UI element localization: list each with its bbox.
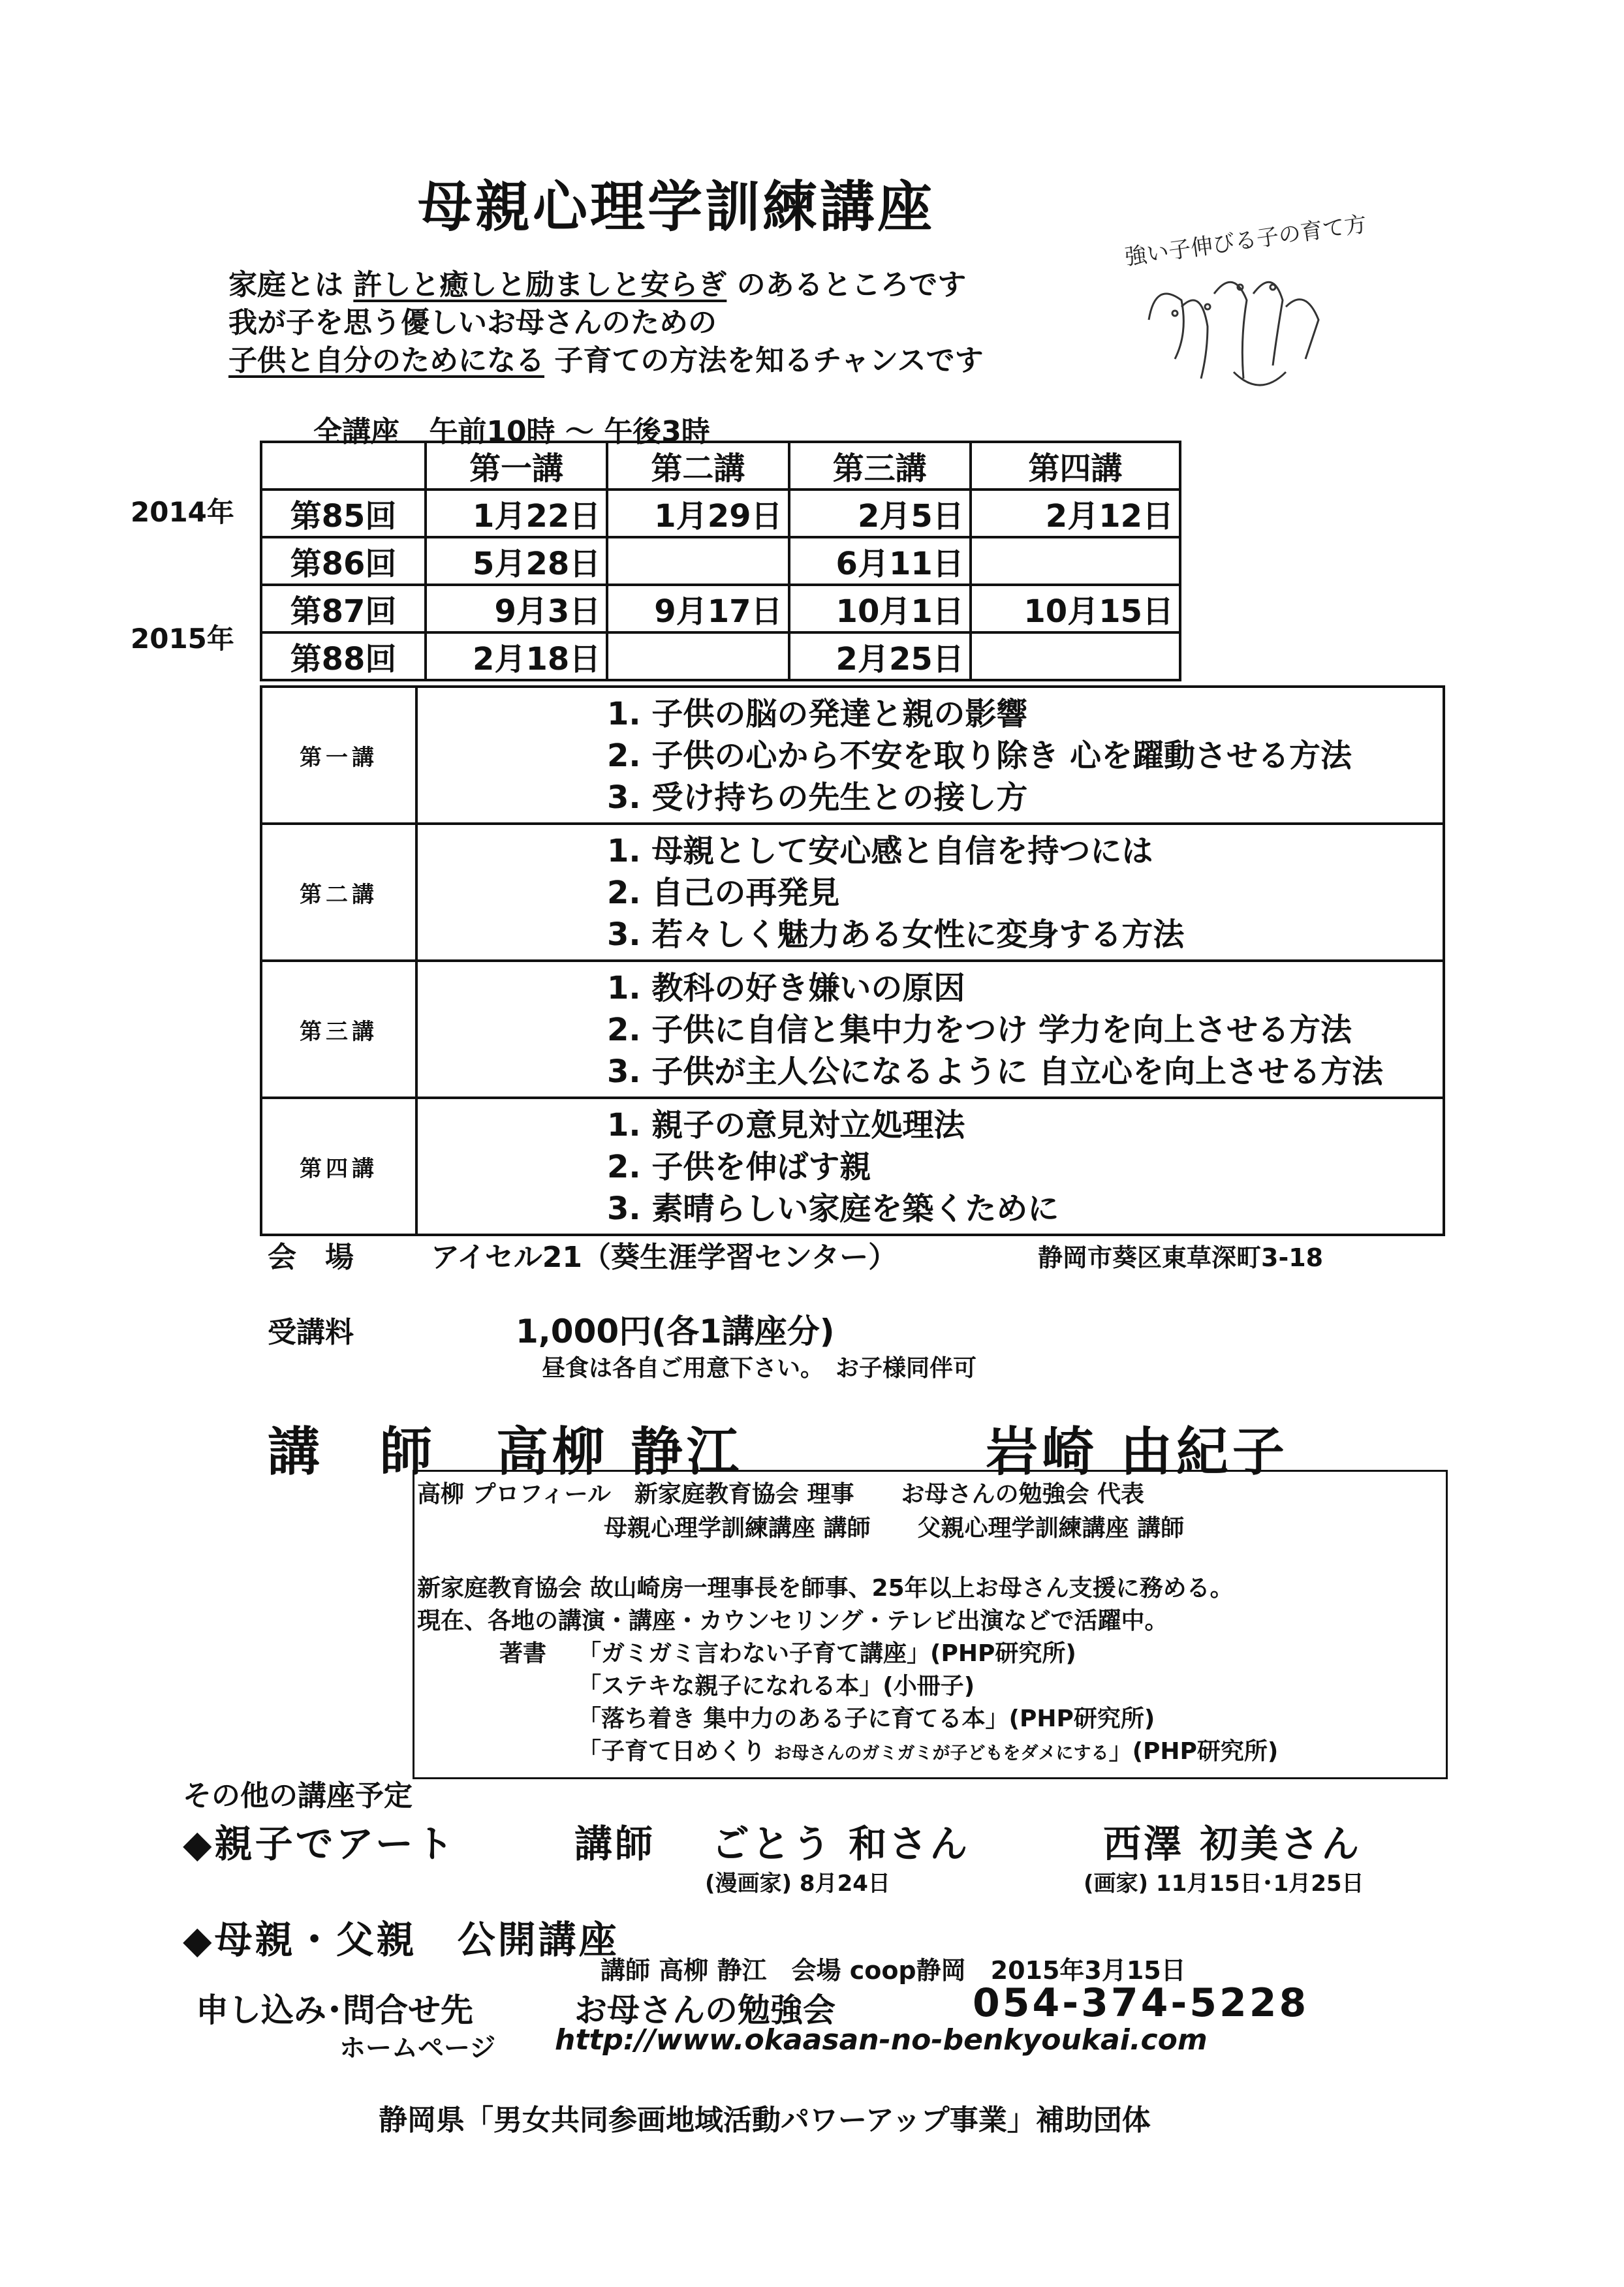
topic-item: 1. 親子の意見対立処理法: [607, 1107, 965, 1144]
book-item: 「落ち着き 集中力のある子に育てる本」(PHP研究所): [578, 1705, 1155, 1732]
profile-line: 高柳 プロフィール 新家庭教育協会 理事 お母さんの勉強会 代表: [417, 1481, 1144, 1508]
intro-highlight: 子供と自分のためになる: [228, 344, 544, 377]
art-course-title: ◆親子でアート: [183, 1822, 456, 1866]
book-item: 「ステキな親子になれる本」(小冊子): [578, 1673, 975, 1700]
profile-line: 新家庭教育協会 故山崎房一理事長を師事、25年以上お母さん支援に務める。: [417, 1575, 1234, 1602]
curriculum-row: [261, 687, 1444, 824]
homepage-link[interactable]: http://www.okaasan-no-benkyoukai.com: [555, 2023, 1208, 2057]
schedule-row: [261, 537, 1180, 585]
footer-note: 静岡県「男女共同参画地域活動パワーアップ事業」補助団体: [379, 2104, 1151, 2137]
header-cell: [261, 442, 426, 490]
date-cell: 10月1日: [789, 585, 971, 632]
date-cell: 6月11日: [789, 537, 971, 585]
topic-item: 2. 子供を伸ばす親: [607, 1149, 871, 1185]
date-cell: 10月15日: [971, 585, 1180, 632]
session-cell: 第86回: [261, 537, 426, 585]
fee-label: 受講料: [268, 1316, 354, 1349]
lecture-label: 第三講: [261, 961, 416, 1098]
lecture-topics: [416, 687, 1444, 824]
book-label: 著書: [499, 1640, 547, 1667]
session-cell: 第87回: [261, 585, 426, 632]
topic-item: 1. 教科の好き嫌いの原因: [607, 970, 965, 1006]
year-label: 2014年: [131, 496, 234, 528]
fingers-drawing: [1149, 282, 1319, 385]
header-cell: 第四講: [971, 442, 1180, 490]
profile-box: [413, 1470, 1448, 1779]
book-item: 「ガミガミ言わない子育て講座」(PHP研究所): [578, 1640, 1076, 1667]
schedule-table: [260, 441, 1181, 681]
venue-address: 静岡市葵区東草深町3-18: [1038, 1243, 1324, 1272]
book-title: 「子育て日めくり: [578, 1738, 766, 1765]
instructors-label: 講 師: [268, 1422, 436, 1482]
session-cell: 第85回: [261, 490, 426, 537]
venue-name: アイセル21（葵生涯学習センター）: [431, 1241, 898, 1274]
hand-drawn-logo: [1110, 209, 1384, 411]
book-item: [578, 1733, 1278, 1766]
fee-amount: 1,000円(各1講座分): [516, 1313, 835, 1350]
session-cell: 第88回: [261, 632, 426, 680]
art-instructor: ごとう 和さん: [711, 1822, 971, 1866]
instructor-name: 岩崎 由紀子: [986, 1422, 1288, 1482]
schedule-time: 午前10時 ～ 午後3時: [429, 415, 710, 448]
schedule-row: [261, 585, 1180, 632]
contact-org: お母さんの勉強会: [574, 1991, 835, 2029]
intro-text: 家庭とは: [228, 268, 343, 302]
date-cell: 2月12日: [971, 490, 1180, 537]
curriculum-row: [261, 824, 1444, 961]
page-title: 母親心理学訓練講座: [418, 175, 935, 239]
homepage-label: ホームページ: [339, 2033, 496, 2063]
year-label: 2015年: [131, 623, 234, 655]
intro-line-1: [228, 261, 966, 303]
other-courses-heading: その他の講座予定: [183, 1779, 413, 1812]
lecture-topics: [416, 961, 1444, 1098]
book-subtitle: お母さんのガミガミが子どもをダメにする: [773, 1743, 1109, 1764]
open-course-title: ◆母親・父親 公開講座: [183, 1918, 619, 1962]
topic-item: 2. 子供に自信と集中力をつけ 学力を向上させる方法: [607, 1012, 1352, 1048]
date-cell: 2月25日: [789, 632, 971, 680]
intro-text: 子育ての方法を知るチャンスです: [554, 344, 984, 377]
topic-item: 3. 受け持ちの先生との接し方: [607, 779, 1028, 816]
date-cell: [971, 632, 1180, 680]
art-date: (漫画家) 8月24日: [705, 1871, 890, 1897]
lecture-topics: [416, 1098, 1444, 1235]
topic-item: 2. 子供の心から不安を取り除き 心を躍動させる方法: [607, 738, 1352, 774]
open-course-detail: 講師 高柳 静江 会場 coop静岡 2015年3月15日: [601, 1956, 1186, 1985]
date-cell: [607, 537, 789, 585]
date-cell: [971, 537, 1180, 585]
date-cell: 9月17日: [607, 585, 789, 632]
intro-line-3: [228, 337, 984, 379]
topic-item: 1. 子供の脳の発達と親の影響: [607, 696, 1028, 732]
profile-line: 母親心理学訓練講座 講師 父親心理学訓練講座 講師: [604, 1515, 1185, 1542]
fee-note: 昼食は各自ご用意下さい。 お子様同伴可: [542, 1355, 977, 1382]
date-cell: 2月18日: [426, 632, 607, 680]
lecture-topics: [416, 824, 1444, 961]
topic-item: 3. 子供が主人公になるように 自立心を向上させる方法: [607, 1053, 1384, 1090]
instructor-name: 高柳 静江: [496, 1422, 743, 1482]
all-lectures-label: 全講座: [313, 415, 399, 448]
topic-item: 3. 若々しく魅力ある女性に変身する方法: [607, 916, 1185, 953]
date-cell: [607, 632, 789, 680]
lecture-label: 第一講: [261, 687, 416, 824]
art-instructor: 西澤 初美さん: [1103, 1822, 1362, 1866]
schedule-header-row: [261, 442, 1180, 490]
art-instructor-label: 講師: [574, 1822, 656, 1866]
lecture-label: 第四講: [261, 1098, 416, 1235]
date-cell: 5月28日: [426, 537, 607, 585]
logo-text: 強い子伸びる子の育て方: [1123, 211, 1369, 271]
intro-text: のあるところです: [736, 268, 967, 302]
lecture-label: 第二講: [261, 824, 416, 961]
curriculum-table: [260, 685, 1445, 1236]
profile-line: 現在、各地の講演・講座・カウンセリング・テレビ出演などで活躍中。: [417, 1608, 1168, 1634]
schedule-row: [261, 490, 1180, 537]
intro-highlight: 許しと癒しと励ましと安らぎ: [353, 268, 727, 302]
topic-item: 1. 母親として安心感と自信を持つには: [607, 833, 1153, 869]
header-cell: 第三講: [789, 442, 971, 490]
header-cell: 第一講: [426, 442, 607, 490]
venue-label: 会 場: [268, 1241, 354, 1274]
header-cell: 第二講: [607, 442, 789, 490]
contact-label: 申し込み･問合せ先: [196, 1991, 473, 2029]
book-publisher: 」(PHP研究所): [1108, 1738, 1279, 1765]
date-cell: 1月29日: [607, 490, 789, 537]
date-cell: 1月22日: [426, 490, 607, 537]
intro-line-2: 我が子を思う優しいお母さんのための: [228, 306, 717, 339]
date-cell: 2月5日: [789, 490, 971, 537]
date-cell: 9月3日: [426, 585, 607, 632]
contact-phone: 054-374-5228: [973, 1980, 1309, 2026]
schedule-row: [261, 632, 1180, 680]
topic-item: 2. 自己の再発見: [607, 875, 840, 911]
topic-item: 3. 素晴らしい家庭を築くために: [607, 1190, 1059, 1227]
curriculum-row: [261, 1098, 1444, 1235]
curriculum-row: [261, 961, 1444, 1098]
art-date: (画家) 11月15日･1月25日: [1084, 1871, 1364, 1897]
